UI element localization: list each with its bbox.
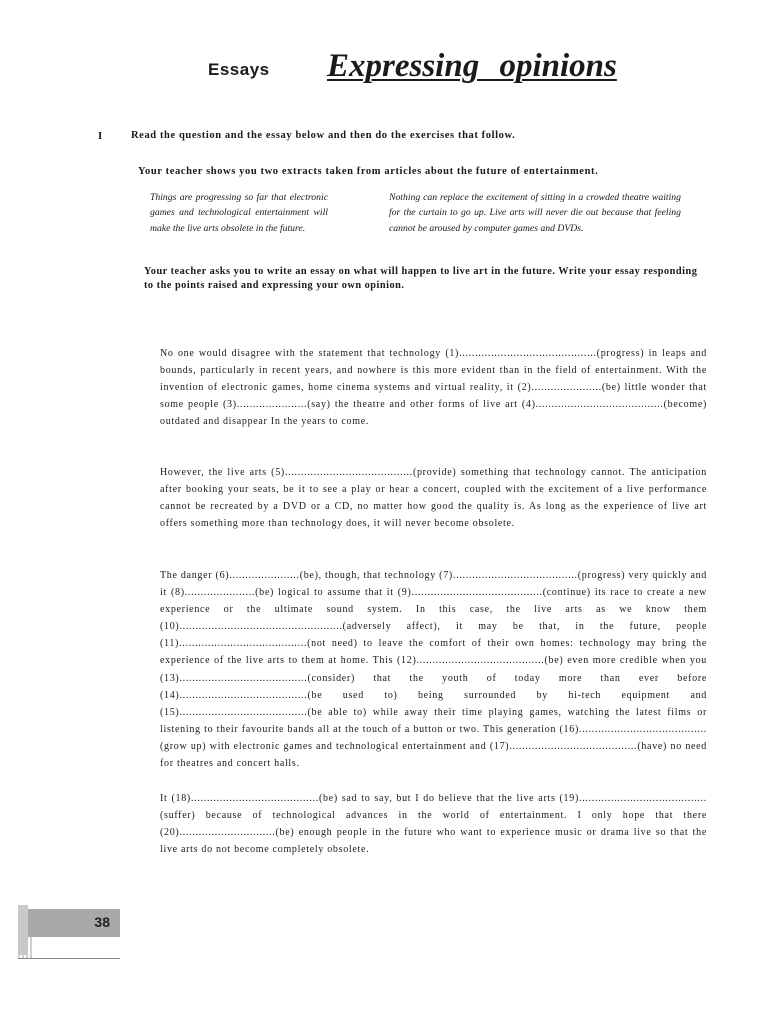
essay-paragraph-2: [144, 464, 707, 532]
section-label: Essays: [208, 60, 270, 79]
exercise-number: I: [98, 130, 103, 142]
page-number: 38: [94, 914, 110, 930]
teacher-intro: Your teacher shows you two extracts taken from articles about the future of entertainment.: [138, 166, 599, 177]
essay-paragraph-3: [144, 567, 707, 772]
extract-right: Nothing can replace the excitement of sitting in a crowded theatre waiting for the curtain to go up. Live arts will never die out because that feeling cannot be aroused by computer games and DVDs.: [389, 192, 681, 234]
page-number-tab: [22, 909, 120, 937]
extract-left: Things are progressing so far that electronic games and technological entertainment will make the live arts obsolete in the future.: [150, 192, 328, 234]
essay-paragraph-2-text: However, the live arts (5)........................................(provide) something that technology cannot. The anticipation after booking your seats, be it to see a play or hear a concert, coupled with the excitement of a live performance cannot be recreated by a DVD or a CD, no matter how good the quality is. As long as the experience of live art offers something more than technology does, it will never become obsolete.: [160, 467, 707, 530]
page-title: Expressing opinions: [327, 48, 617, 84]
essay-task: Your teacher asks you to write an essay on what will happen to live art in the future. Write your essay responding to the points raised and expressing your own opinion.: [144, 266, 698, 291]
essay-paragraph-3-text: The danger (6)......................(be), though, that technology (7).......................................(progress) very quickly and it (8)......................(be) logical to assume that it (9).........................................(continue) its race to create a new experience or the ultimate sound system. In this case, the live arts as we know them (10)...................................................(adversely affect), it may be that, in the future, people (11)........................................(not need) to leave the comfort of their own homes: technology may bring the experience of the live arts to them at home. This (12)........................................(be) even more credible when you (13)........................................(consider) that the youth of today more than ever before (14)........................................(be used to) being surrounded by hi-tech equipment and (15)........................................(be able to) while away their time playing games, watching the latest films or listening to their favourite bands all at the touch of a button or two. This generation (16)........................................(grow up) with electronic games and technological entertainment and (17)........................................(have) no need for theatres and concert halls.: [160, 570, 707, 770]
essay-paragraph-1-text: No one would disagree with the statement that technology (1)...........................................(progress) in leaps and bounds, particularly in recent years, and nowhere is this more evident than in the field of entertainment. With the invention of electronic games, home cinema systems and virtual reality, it (2)......................(be) little wonder that some people (3)......................(say) the theatre and other forms of live art (4)........................................(become) outdated and disappear In the years to come.: [160, 348, 707, 428]
essay-paragraph-1: [144, 345, 707, 430]
exercise-instruction: Read the question and the essay below and then do the exercises that follow.: [131, 130, 516, 141]
essay-paragraph-4-text: It (18)........................................(be) sad to say, but I do believe that the live arts (19)........................................(suffer) because of technological advances in the world of entertainment. I only hope that there (20)..............................(be) enough people in the future who want to experience music or drama live so that the live arts do not become completely obsolete.: [160, 793, 707, 856]
essay-paragraph-4: [144, 790, 707, 858]
footer-rule: [18, 958, 120, 959]
